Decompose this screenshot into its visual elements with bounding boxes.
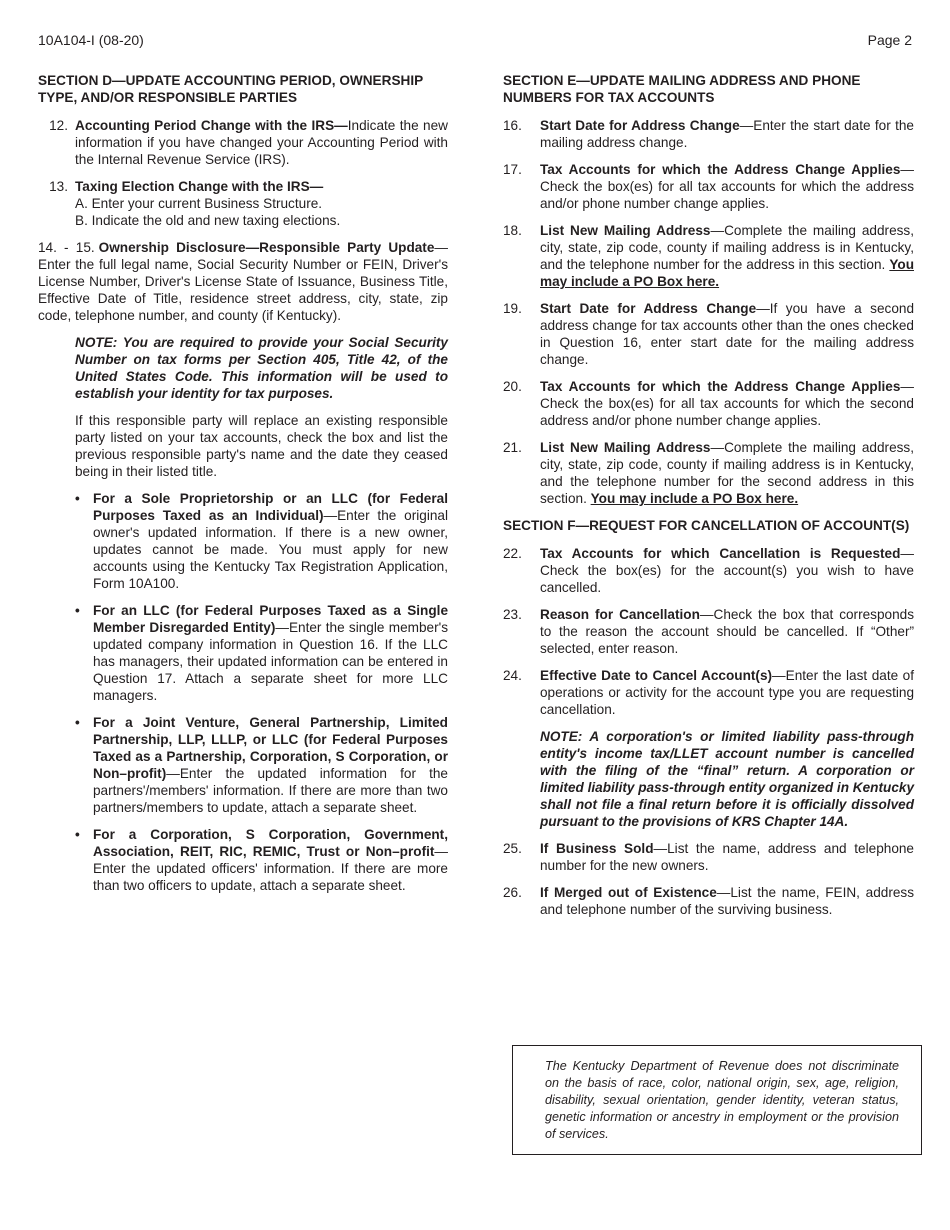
section-f-title: SECTION F—REQUEST FOR CANCELLATION OF ACCOUNT(S) bbox=[503, 518, 910, 533]
bullet-glyph: • bbox=[75, 603, 80, 618]
item-body bbox=[540, 884, 914, 918]
item-body bbox=[540, 222, 914, 290]
item-heading: Tax Accounts for which the Address Change Applies bbox=[540, 379, 901, 394]
section-d bbox=[38, 72, 448, 904]
entity-type-bullets bbox=[75, 490, 448, 894]
item-text: —Enter the full legal name, Social Security Number or FEIN, Driver's License Number, Driver's License State of Issuance, Business Title, Effective Date of Title, residence street address, city, state, zip code, telephone number, and county (if Kentucky). bbox=[38, 240, 448, 323]
bullet-heading: For a Sole Proprietorship or an LLC (for Federal Purposes Taxed as an Individual) bbox=[93, 491, 448, 523]
item-22 bbox=[503, 545, 914, 596]
item-body bbox=[540, 161, 914, 212]
item-number: 21. bbox=[503, 440, 522, 455]
item-number: 19. bbox=[503, 301, 522, 316]
item-body bbox=[540, 117, 914, 151]
item-20 bbox=[503, 378, 914, 429]
item-body bbox=[75, 117, 448, 168]
bullet-heading: For a Joint Venture, General Partnership, Limited Partnership, LLP, LLLP, or LLC (for Federal Purposes Taxed as a Partnership, Corporation, S Corporation, or Non–profit) bbox=[93, 715, 448, 781]
item-heading: Tax Accounts for which the Address Change Applies bbox=[540, 162, 901, 177]
item-body bbox=[540, 439, 914, 507]
item-26 bbox=[503, 884, 914, 918]
item-body bbox=[540, 300, 914, 368]
section-e-f bbox=[503, 72, 914, 928]
item-number: 25. bbox=[503, 841, 522, 856]
item-heading: Start Date for Address Change bbox=[540, 301, 757, 316]
item-25 bbox=[503, 840, 914, 874]
item-21 bbox=[503, 439, 914, 507]
item-number: 22. bbox=[503, 546, 522, 561]
item-heading: Effective Date to Cancel Account(s) bbox=[540, 668, 773, 683]
bullet-text: —Enter the updated officers' information. If there are more than two officers to update, attach a separate sheet. bbox=[93, 844, 448, 893]
item-number: 13. bbox=[49, 179, 68, 194]
bullet-text: —Enter the single member's updated company information in Question 16. If the LLC has managers, their updated information can be entered in Question 17. Attach a separate sheet for more LLC managers. bbox=[93, 620, 448, 703]
item-number: 16. bbox=[503, 118, 522, 133]
section-e-title: SECTION E—UPDATE MAILING ADDRESS AND PHONE NUMBERS FOR TAX ACCOUNTS bbox=[503, 73, 861, 105]
item-number: 12. bbox=[49, 118, 68, 133]
item-text: —Enter the start date for the mailing address change. bbox=[540, 118, 914, 150]
item-heading: If Business Sold bbox=[540, 841, 654, 856]
bullet-text: —Enter the updated information for the partners'/members' information. If there are more than two partners/members to update, attach a separate sheet. bbox=[93, 766, 448, 815]
item-text: —List the name, address and telephone number for the new owners. bbox=[540, 841, 914, 873]
replace-party-paragraph: If this responsible party will replace an existing responsible party listed on your tax accounts, check the box and list the previous responsible party's name and the date they ceased being in their listed title. bbox=[75, 413, 448, 479]
item-number: 20. bbox=[503, 379, 522, 394]
cancellation-note: NOTE: A corporation's or limited liability pass-through entity's income tax/LLET account number is cancelled with the filing of the “final” return. A corporation or limited liability pass-through entity organized in Kentucky shall not file a final return before it is officially dissolved pursuant to the provisions of KRS Chapter 14A. bbox=[540, 729, 914, 829]
bullet-glyph: • bbox=[75, 491, 80, 506]
item-body bbox=[75, 178, 448, 229]
item-heading: Accounting Period Change with the IRS— bbox=[75, 118, 348, 133]
item-heading: Reason for Cancellation bbox=[540, 607, 700, 622]
item-23 bbox=[503, 606, 914, 657]
po-box-note: You may include a PO Box here. bbox=[540, 257, 914, 289]
item-number: 26. bbox=[503, 885, 522, 900]
bullet-glyph: • bbox=[75, 715, 80, 730]
item-text: —Check the box(es) for all tax accounts for which the second address and/or phone number change applies. bbox=[540, 379, 914, 428]
ssn-note: NOTE: You are required to provide your Social Security Number on tax forms per Section 405, Title 42, of the United States Code. This information will be used to establish your identity for tax purposes. bbox=[75, 335, 448, 401]
item-heading: Taxing Election Change with the IRS— bbox=[75, 179, 324, 194]
item-number: 14. - 15. bbox=[38, 240, 95, 255]
bullet-heading: For an LLC (for Federal Purposes Taxed as a Single Member Disregarded Entity) bbox=[93, 603, 448, 635]
item-text: —Check the box(es) for all tax accounts for which the address and/or phone number change applies. bbox=[540, 162, 914, 211]
item-text: —Complete the mailing address, city, state, zip code, county if mailing address is in Kentucky, and the telephone number for the second address in this section. bbox=[540, 440, 914, 506]
item-text: —Enter the last date of operations or activity for the account type you are requesting cancellation. bbox=[540, 668, 914, 717]
bullet-partnership bbox=[75, 714, 448, 816]
page-number: Page 2 bbox=[867, 32, 912, 48]
item-sub-b: B. Indicate the old and new taxing elections. bbox=[75, 213, 341, 228]
item-heading: Ownership Disclosure—Responsible Party Update bbox=[98, 240, 435, 255]
item-heading: If Merged out of Existence bbox=[540, 885, 717, 900]
item-number: 24. bbox=[503, 668, 522, 683]
item-heading: List New Mailing Address bbox=[540, 440, 711, 455]
item-text: —If you have a second address change for tax accounts other than the ones checked in Question 16, enter start date for the mailing address change. bbox=[540, 301, 915, 367]
item-12 bbox=[38, 117, 448, 168]
item-18 bbox=[503, 222, 914, 290]
item-text: Indicate the new information if you have changed your Accounting Period with the Internal Revenue Service (IRS). bbox=[75, 118, 448, 167]
item-text: —Check the box that corresponds to the reason the account should be cancelled. If “Other” selected, enter reason. bbox=[540, 607, 915, 656]
item-14-15 bbox=[38, 239, 448, 324]
item-number: 18. bbox=[503, 223, 522, 238]
item-text: —Complete the mailing address, city, state, zip code, county if mailing address is in Kentucky, and the telephone number for the address in this section. bbox=[540, 223, 914, 272]
bullet-sole-proprietorship bbox=[75, 490, 448, 592]
item-17 bbox=[503, 161, 914, 212]
item-number: 23. bbox=[503, 607, 522, 622]
form-id: 10A104-I (08-20) bbox=[38, 32, 144, 48]
nondiscrimination-notice: The Kentucky Department of Revenue does not discriminate on the basis of race, color, national origin, sex, age, religion, disability, sexual orientation, gender identity, veteran status, genetic information or ancestry in employment or the provision of services. bbox=[512, 1045, 922, 1155]
bullet-heading: For a Corporation, S Corporation, Government, Association, REIT, RIC, REMIC, Trust or Non–profit bbox=[93, 827, 448, 859]
bullet-llc-single-member bbox=[75, 602, 448, 704]
item-heading: Start Date for Address Change bbox=[540, 118, 740, 133]
bullet-glyph: • bbox=[75, 827, 80, 842]
section-d-title: SECTION D—UPDATE ACCOUNTING PERIOD, OWNERSHIP TYPE, AND/OR RESPONSIBLE PARTIES bbox=[38, 73, 423, 105]
po-box-note: You may include a PO Box here. bbox=[590, 491, 799, 506]
item-text: —List the name, FEIN, address and telephone number of the surviving business. bbox=[540, 885, 914, 917]
item-13 bbox=[38, 178, 448, 229]
item-body bbox=[540, 606, 914, 657]
item-19 bbox=[503, 300, 914, 368]
item-body bbox=[540, 378, 914, 429]
item-16 bbox=[503, 117, 914, 151]
item-body bbox=[540, 545, 914, 596]
item-24 bbox=[503, 667, 914, 718]
bullet-text: —Enter the original owner's updated information. If there is a new owner, updates cannot be made. You must apply for new accounts using the Kentucky Tax Registration Application, Form 10A100. bbox=[93, 508, 448, 591]
item-body bbox=[540, 667, 914, 718]
item-number: 17. bbox=[503, 162, 522, 177]
bullet-corporation bbox=[75, 826, 448, 894]
item-heading: List New Mailing Address bbox=[540, 223, 711, 238]
item-text: —Check the box(es) for the account(s) you wish to have cancelled. bbox=[540, 546, 914, 595]
item-body bbox=[540, 840, 914, 874]
item-sub-a: A. Enter your current Business Structure. bbox=[75, 196, 323, 211]
item-heading: Tax Accounts for which Cancellation is Requested bbox=[540, 546, 901, 561]
